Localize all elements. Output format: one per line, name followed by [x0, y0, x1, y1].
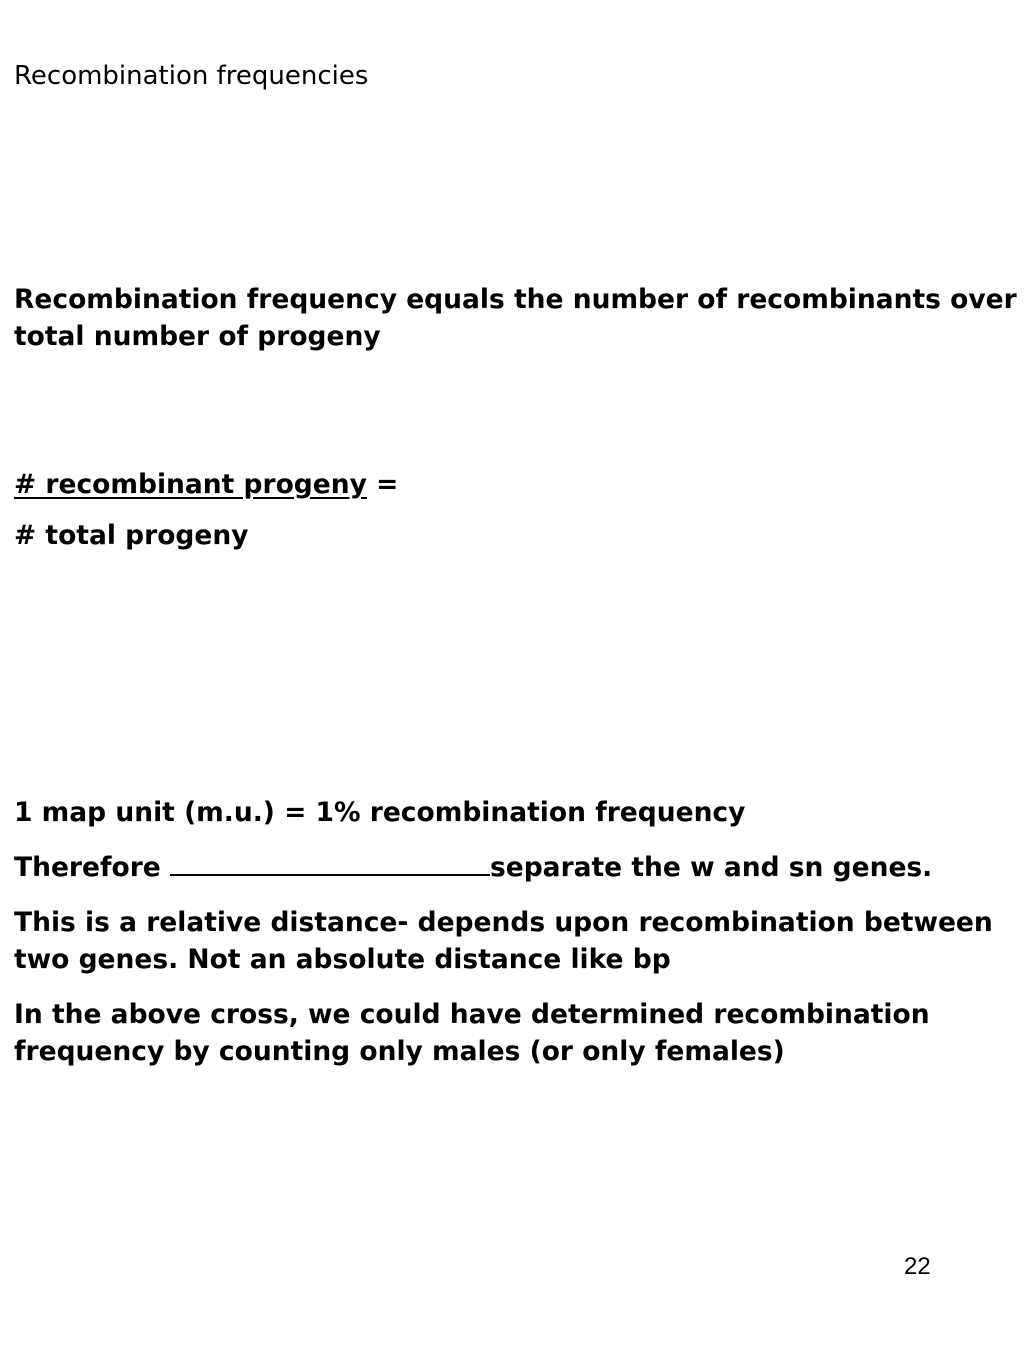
therefore-suffix: separate the w and sn genes. [489, 852, 933, 883]
cross-line-2: frequency by counting only males (or only females) [14, 1036, 785, 1067]
therefore-prefix: Therefore [14, 852, 170, 883]
relative-line-1: This is a relative distance- depends upon recombination between [14, 907, 993, 938]
relative-distance-text [14, 904, 993, 978]
formula-numerator: # recombinant progeny [14, 469, 367, 500]
slide-title: Recombination frequencies [14, 61, 369, 91]
cross-line-1: In the above cross, we could have determined recombination [14, 999, 930, 1030]
map-unit-definition: 1 map unit (m.u.) = 1% recombination frequency [14, 797, 746, 828]
cross-note-text [14, 996, 930, 1070]
definition-text [14, 281, 1017, 355]
formula-equals: = [366, 469, 399, 500]
therefore-statement [14, 849, 932, 886]
definition-line-2: total number of progeny [14, 321, 381, 352]
definition-line-1: Recombination frequency equals the number of recombinants over [14, 284, 1017, 315]
fill-in-blank [170, 850, 490, 876]
formula-denominator: # total progeny [14, 520, 249, 551]
relative-line-2: two genes. Not an absolute distance like bp [14, 944, 671, 975]
page-number: 22 [904, 1253, 931, 1280]
formula-numerator-line [14, 466, 398, 503]
